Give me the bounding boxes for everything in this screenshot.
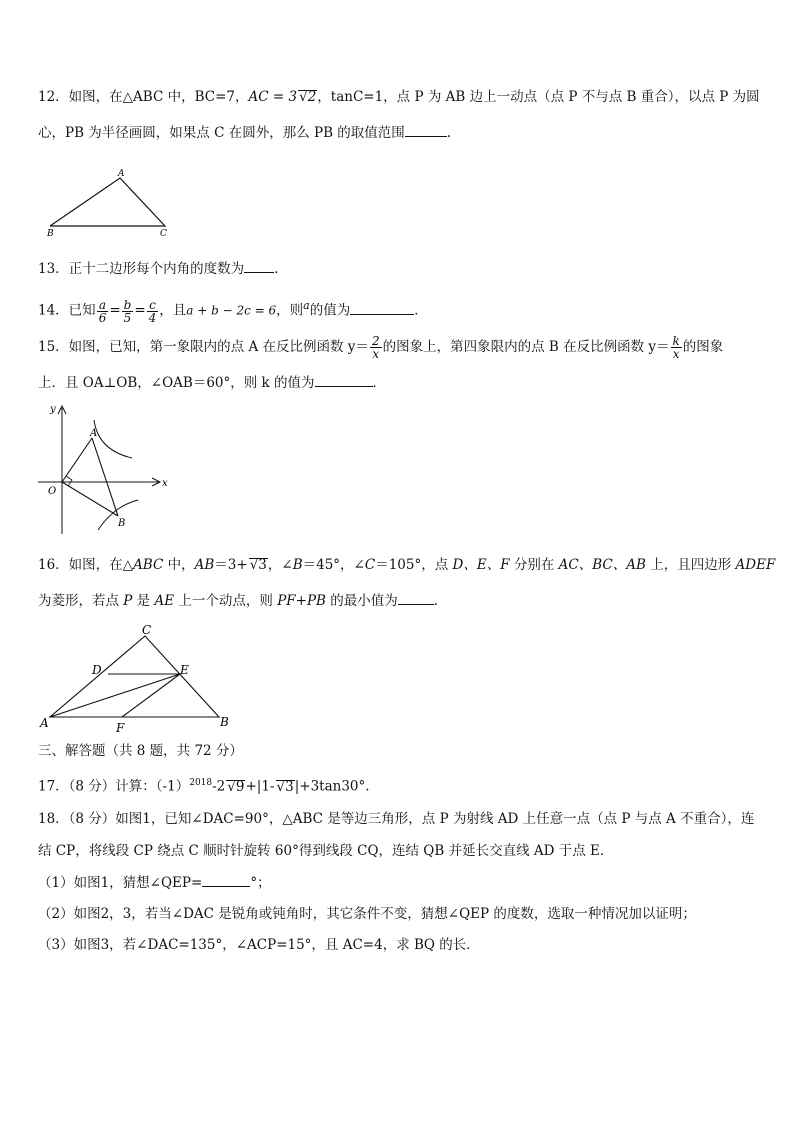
q12-math-ac-text: AC = 3 <box>248 89 298 105</box>
q15-curve-a <box>94 420 132 458</box>
q15-frac-2 <box>671 335 682 360</box>
q14-line <box>38 294 428 324</box>
q15-label-a: A <box>90 428 98 439</box>
q16-sqrt: √3 <box>249 557 267 573</box>
q17-sqrt-2: √3 <box>276 778 294 795</box>
q16-adef: ADEF <box>735 557 776 573</box>
q12-label-a: A <box>118 169 125 179</box>
q15-label-x: x <box>162 478 168 489</box>
q17-c: +|1- <box>245 778 275 795</box>
q15-text-a: 15．如图，已知，第一象限内的点 A 在反比例函数 y＝ <box>38 339 369 355</box>
q15-frac-2-num: k <box>672 334 680 348</box>
q16-t5: ＝45°，∠ <box>302 557 365 573</box>
q15-frac-1 <box>370 335 382 360</box>
q17-sqrt-2-val: 3 <box>285 778 294 795</box>
q12-sqrt-val: 2 <box>307 89 317 105</box>
q12-answer-blank[interactable] <box>405 124 447 137</box>
q14-eq2: = <box>134 302 146 319</box>
q16-t11: 上一个动点，则 <box>174 593 278 609</box>
q14-frac-a-den: 6 <box>98 310 107 325</box>
q12-text-end: . <box>446 125 452 141</box>
q16-t6: ＝105°，点 <box>375 557 453 573</box>
q16-end: ． <box>433 593 448 609</box>
q15-segment-oa <box>62 438 92 482</box>
q16-label-d: D <box>92 663 102 677</box>
q18-sub1-text: （1）如图1，猜想∠QEP= <box>38 875 203 891</box>
q16-t3: ＝3+ <box>214 557 248 573</box>
q14-then: ，则 <box>276 302 304 319</box>
q14-frac-c-num: c <box>147 299 159 312</box>
q15-end: ． <box>372 375 387 391</box>
q12-line2 <box>38 124 451 142</box>
q17-line <box>38 774 370 796</box>
q16-line2 <box>38 592 447 610</box>
q17-a: 17．（8 分）计算：（-1） <box>38 778 190 795</box>
q16-triangle-abc <box>50 636 219 717</box>
q17-sqrt-1: √9 <box>227 778 245 795</box>
q12-triangle-figure <box>44 168 174 240</box>
q14-mid: ，且 <box>159 302 187 319</box>
q16-answer-blank[interactable] <box>398 592 434 605</box>
q14-prefix: 14．已知 <box>38 302 96 319</box>
q15-segment-ab <box>92 438 118 516</box>
q14-frac-c-den: 4 <box>148 310 157 325</box>
q16-t7: 分别在 <box>509 557 559 573</box>
q16-sqrt-val: 3 <box>258 557 267 573</box>
q18-sub1-end: °； <box>250 875 271 891</box>
q16-t10: 是 <box>132 593 155 609</box>
q16-pts: D、E、F <box>452 557 510 573</box>
q17-exponent: 2018 <box>189 778 213 788</box>
section-heading: 三、解答题（共 8 题，共 72 分） <box>38 743 243 759</box>
q16-segment-ae <box>50 674 180 717</box>
q16-rhombus-figure <box>38 622 238 734</box>
q14-frac-b-den: 5 <box>123 310 132 325</box>
q15-coordinate-figure <box>34 400 174 540</box>
q18-sub1 <box>38 874 271 892</box>
q15-text-d: 上．且 OA⊥OB，∠OAB＝60°，则 k 的值为 <box>38 375 315 391</box>
q13-text: 13．正十二边形每个内角的度数为 <box>38 261 245 277</box>
q15-frac-1-den: x <box>372 347 380 361</box>
q12-label-c: C <box>160 229 167 239</box>
q15-answer-blank[interactable] <box>315 374 373 387</box>
q15-label-y: y <box>50 404 56 415</box>
q18-line1: 18．（8 分）如图1，已知∠DAC=90°，△ABC 是等边三角形，点 P 为射线 AD 上任意一点（点 P 与点 A 不重合），连 <box>38 811 755 827</box>
q17-sqrt-1-val: 9 <box>235 778 245 795</box>
q15-text-b: 的图象上，第四象限内的点 B 在反比例函数 y＝ <box>382 339 670 355</box>
q16-line1 <box>38 556 775 574</box>
q16-t2: 中， <box>163 557 195 573</box>
q14-tail: 的值为 <box>309 302 351 319</box>
q14-frac-c <box>147 299 159 324</box>
q16-t8: 上，且四边形 <box>645 557 736 573</box>
q16-segment-fe <box>122 674 180 717</box>
q12-math-ac <box>249 89 318 105</box>
q12-text-c: 心，PB 为半径画圆，如果点 C 在圆外，那么 PB 的取值范围 <box>38 125 405 141</box>
q14-eq1: = <box>109 302 121 319</box>
q17-b: -2 <box>212 778 226 795</box>
q12-label-b: B <box>47 229 54 239</box>
q15-frac-2-den: x <box>672 347 680 361</box>
q14-frac-b-num: b <box>123 297 132 312</box>
q14-condition: a + b − 2c = 6 <box>186 303 277 318</box>
q16-p: P <box>123 593 133 609</box>
q14-frac-a-num: a <box>97 299 109 312</box>
q12-text-a: 12．如图，在△ABC 中，BC=7， <box>38 89 249 105</box>
q16-t9: 为菱形，若点 <box>38 593 124 609</box>
q15-label-o: O <box>48 486 57 497</box>
q16-label-e: E <box>180 663 189 677</box>
q16-label-c: C <box>142 623 152 637</box>
q12-text-b: ，tanC=1，点 P 为 AB 边上一动点（点 P 不与点 B 重合），以点 P 为圆 <box>317 89 760 105</box>
q13-line <box>38 260 288 278</box>
q16-ae: AE <box>154 593 175 609</box>
q15-text-c: 的图象 <box>682 339 724 355</box>
q16-angle-b: B <box>292 557 303 573</box>
q13-answer-blank[interactable] <box>244 260 274 273</box>
q15-line1 <box>38 334 723 360</box>
q16-label-a: A <box>40 716 49 730</box>
q12-sqrt: √2 <box>299 89 317 105</box>
q16-label-b: B <box>220 715 229 729</box>
q16-t1: 16．如图，在△ <box>38 557 134 573</box>
q17-d: |+3tan30°. <box>294 778 370 795</box>
q14-answer-blank[interactable] <box>350 302 414 315</box>
q15-line2 <box>38 374 386 392</box>
q13-end: ． <box>274 261 288 277</box>
q12-line1 <box>38 88 760 106</box>
q15-frac-1-num: 2 <box>371 334 380 348</box>
q16-label-f: F <box>116 721 125 735</box>
q15-label-b: B <box>118 518 126 529</box>
q16-abc: ABC <box>133 557 164 573</box>
q18-sub2: （2）如图2，3，若当∠DAC 是锐角或钝角时，其它条件不变，猜想∠QEP 的度数，选取一种情况加以证明； <box>38 906 696 922</box>
q14-end: ． <box>414 302 428 319</box>
q18-answer-blank[interactable] <box>202 874 250 887</box>
q14-frac-b <box>122 299 134 324</box>
q14-var: a <box>303 299 310 312</box>
q12-triangle <box>50 178 165 226</box>
q18-line2: 结 CP，将线段 CP 绕点 C 顺时针旋转 60°得到线段 CQ，连结 QB 并延长交直线 AD 于点 E． <box>38 843 614 859</box>
q15-segment-ob <box>62 482 118 516</box>
q16-t12: 的最小值为 <box>325 593 398 609</box>
q16-sides: AC、BC、AB <box>558 557 646 573</box>
q18-sub3: （3）如图3，若∠DAC=135°，∠ACP=15°，且 AC=4，求 BQ 的长． <box>38 937 480 953</box>
q14-frac-a <box>97 299 109 324</box>
q16-angle-c: C <box>364 557 376 573</box>
q16-expr: PF+PB <box>277 593 326 609</box>
q16-ab: AB <box>194 557 215 573</box>
q16-t4: ，∠ <box>267 557 293 573</box>
